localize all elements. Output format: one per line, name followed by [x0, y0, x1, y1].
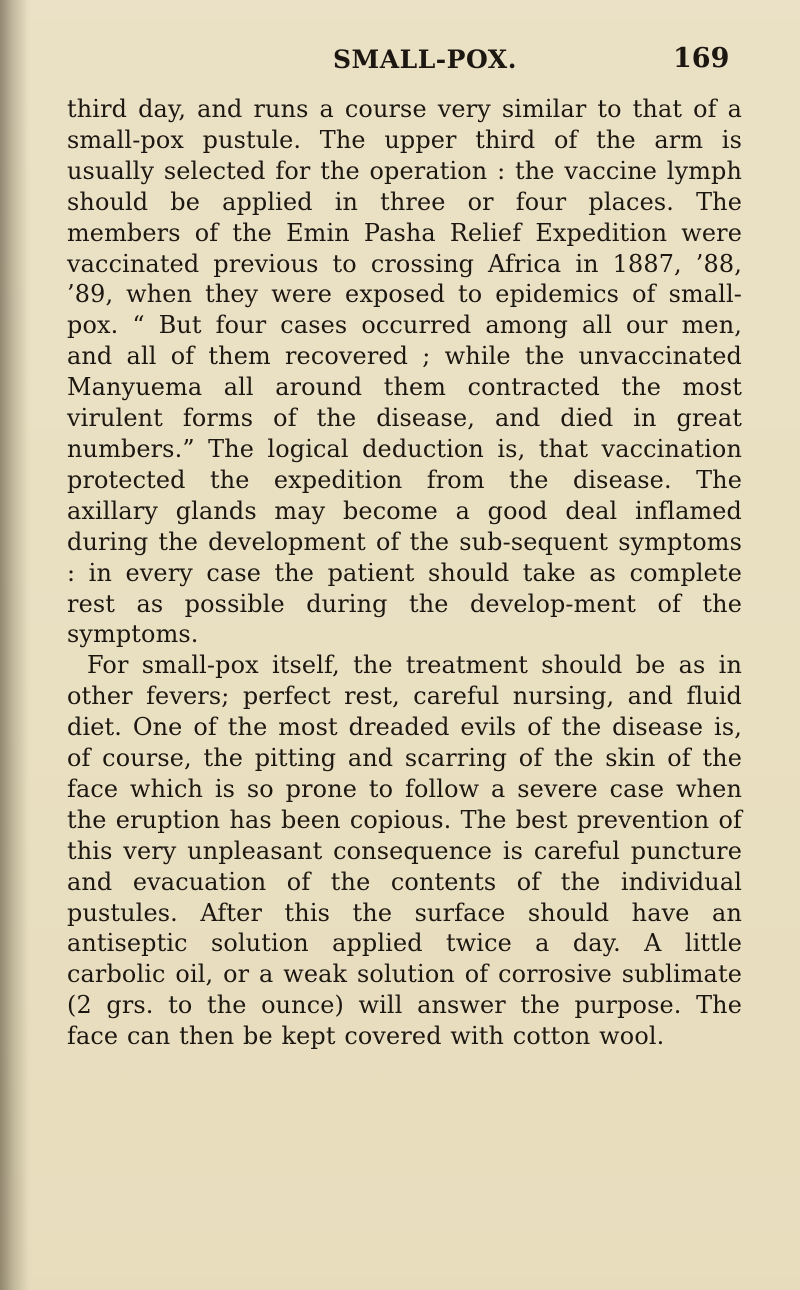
paragraph-smallpox-treatment: For small-pox itself, the treatment should be as in other fevers; perfect rest, careful nursing, and fluid diet. One of the most dreaded evils of the disease is, of course, the pitting and scarring of the skin of the face which is so prone to follow a severe case when the eruption has been copious. The best prevention of this very unpleasant consequence is careful puncture and evacuation of the contents of the individual pustules. After this the surface should have an antiseptic solution applied twice a day. A little carbolic oil, or a weak solution of corrosive sublimate (2 grs. to the ounce) will answer the purpose. The face can then be kept covered with cotton wool. — [67, 651, 742, 1051]
paragraph-vaccination: third day, and runs a course very similar to that of a small-pox pustule. The upper third of the arm is usually selected for the operation : the vaccine lymph should be applied in three or four places. The members of the Emin Pasha Relief Expedition were vaccinated previous to crossing Africa in 1887, ’88, ’89, when they were exposed to epidemics of small-pox. “ But four cases occurred among all our men, and all of them recovered ; while the unvaccinated Manyuema all around them contracted the most virulent forms of the disease, and died in great numbers.” The logical deduction is, that vaccination protected the expedition from the disease. The axillary glands may become a good deal inflamed during the development of the sub-sequent symptoms : in every case the patient should take as complete rest as possible during the develop-ment of the symptoms. — [67, 95, 742, 649]
running-header — [0, 45, 800, 87]
running-title: SMALL-POX. — [333, 45, 517, 74]
binding-gutter-shadow — [0, 0, 28, 1290]
page-number: 169 — [673, 43, 730, 74]
body-text — [67, 94, 742, 1052]
